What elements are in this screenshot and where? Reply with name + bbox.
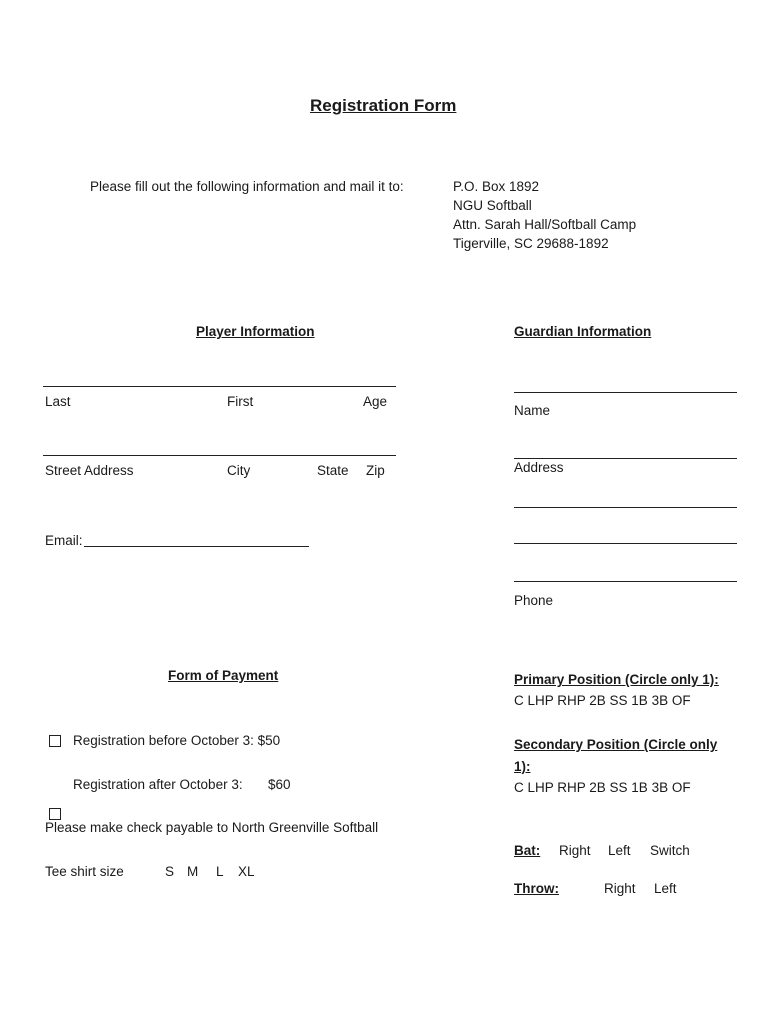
payment-heading: Form of Payment — [168, 668, 279, 683]
bat-label: Bat: — [514, 843, 541, 858]
address-line-3: Attn. Sarah Hall/Softball Camp — [453, 217, 637, 232]
player-address-line[interactable] — [43, 455, 396, 456]
primary-position-options[interactable]: C LHP RHP 2B SS 1B 3B OF — [514, 693, 691, 708]
bat-switch[interactable]: Switch — [650, 843, 690, 858]
email-line[interactable] — [84, 546, 309, 547]
street-address-label: Street Address — [45, 463, 134, 478]
bat-left[interactable]: Left — [608, 843, 631, 858]
guardian-name-label: Name — [514, 403, 551, 418]
page-title: Registration Form — [310, 96, 457, 115]
guardian-name-line[interactable] — [514, 392, 737, 393]
checkbox-before-oct3[interactable] — [49, 735, 61, 747]
size-s[interactable]: S — [165, 864, 175, 879]
state-label: State — [317, 463, 349, 478]
address-line-4: Tigerville, SC 29688-1892 — [453, 236, 609, 251]
check-payable-note: Please make check payable to North Greenville Softball — [45, 820, 379, 835]
throw-left[interactable]: Left — [654, 881, 677, 896]
guardian-address-line-1[interactable] — [514, 507, 737, 508]
secondary-position-label: Secondary Position (Circle only — [514, 737, 718, 752]
primary-position-label: Primary Position (Circle only 1): — [514, 672, 719, 687]
guardian-address-label: Address — [514, 460, 564, 475]
checkbox-after-oct3[interactable] — [49, 808, 61, 820]
address-line-1: P.O. Box 1892 — [453, 179, 540, 194]
player-name-line[interactable] — [43, 386, 396, 387]
zip-label: Zip — [366, 463, 385, 478]
bat-right[interactable]: Right — [559, 843, 591, 858]
last-label: Last — [45, 394, 71, 409]
option-after-oct3-label: Registration after October 3: — [73, 777, 243, 792]
first-label: First — [227, 394, 254, 409]
secondary-position-options[interactable]: C LHP RHP 2B SS 1B 3B OF — [514, 780, 691, 795]
guardian-info-heading: Guardian Information — [514, 324, 652, 339]
email-label: Email: — [45, 533, 83, 548]
size-xl[interactable]: XL — [238, 864, 255, 879]
guardian-address-top-line — [514, 458, 737, 459]
size-l[interactable]: L — [216, 864, 224, 879]
guardian-phone-label: Phone — [514, 593, 554, 608]
size-m[interactable]: M — [187, 864, 199, 879]
option-after-oct3-price: $60 — [268, 777, 291, 792]
throw-right[interactable]: Right — [604, 881, 636, 896]
guardian-phone-line[interactable] — [514, 581, 737, 582]
secondary-position-label-cont: 1): — [514, 759, 531, 774]
player-info-heading: Player Information — [196, 324, 315, 339]
throw-label: Throw: — [514, 881, 559, 896]
guardian-address-line-2[interactable] — [514, 543, 737, 544]
age-label: Age — [363, 394, 388, 409]
intro-text: Please fill out the following information and mail it to: — [90, 179, 404, 194]
option-before-oct3: Registration before October 3: $50 — [73, 733, 281, 748]
city-label: City — [227, 463, 251, 478]
tee-shirt-label: Tee shirt size — [45, 864, 124, 879]
address-line-2: NGU Softball — [453, 198, 532, 213]
